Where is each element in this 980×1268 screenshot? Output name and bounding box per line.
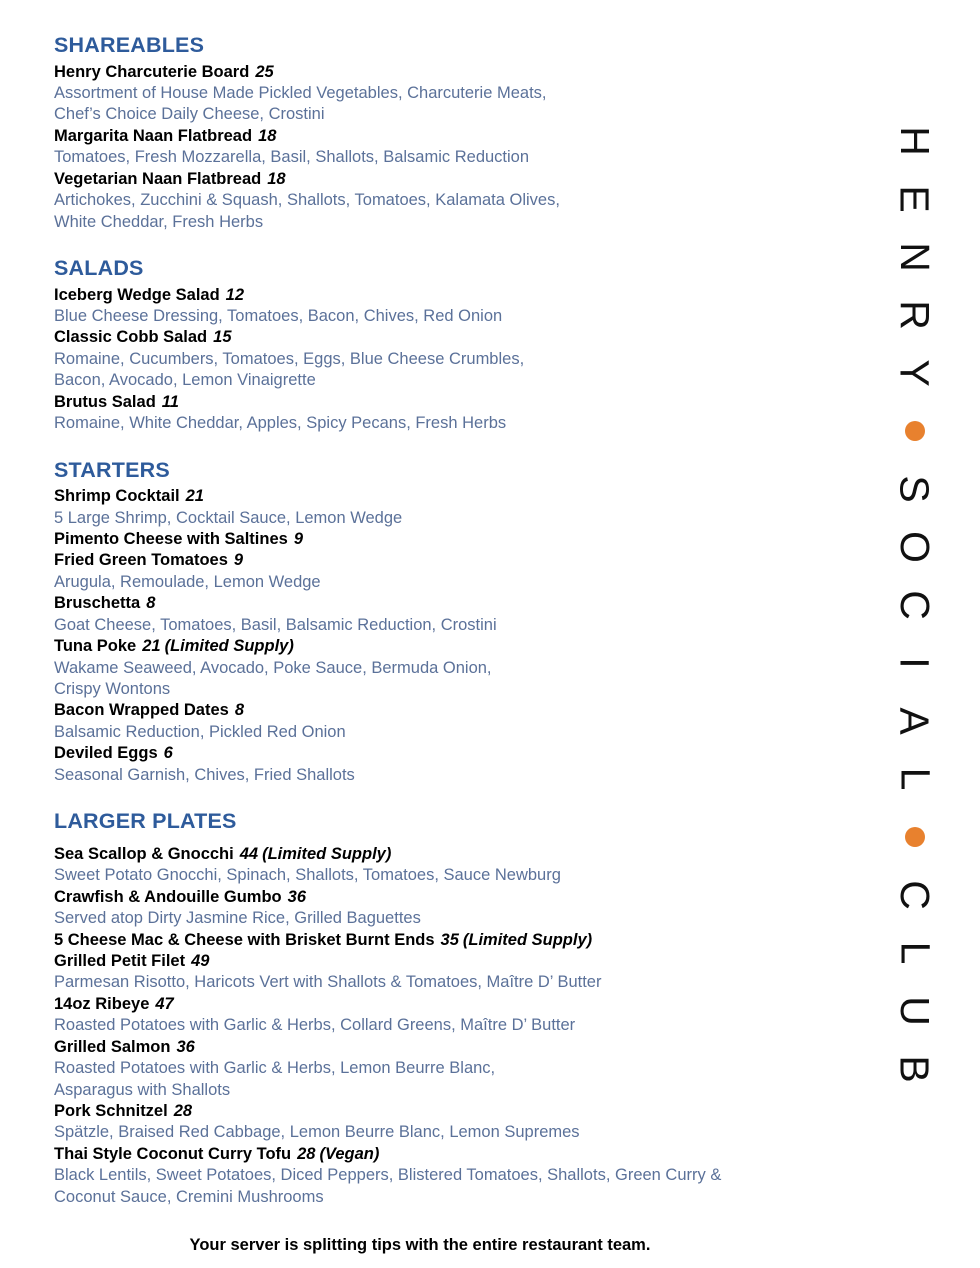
menu-item-price: 6 xyxy=(163,744,173,763)
menu-item-description: Chef’s Choice Daily Cheese, Crostini xyxy=(54,105,325,124)
menu-item-title-line xyxy=(54,1101,844,1122)
menu-item-title-line xyxy=(54,951,844,972)
menu-item-price: 8 xyxy=(234,701,245,720)
menu-item-description: Spätzle, Braised Red Cabbage, Lemon Beurre Blanc, Lemon Supremes xyxy=(54,1123,580,1142)
menu-item xyxy=(54,327,844,391)
menu-item-title-line xyxy=(54,700,844,721)
menu-item-name: 5 Cheese Mac & Cheese with Brisket Burnt Ends xyxy=(54,930,435,949)
menu-item-description: 5 Large Shrimp, Cocktail Sauce, Lemon Wedge xyxy=(54,508,403,527)
menu-item-price: 44 xyxy=(239,844,259,863)
menu-item xyxy=(54,593,844,636)
dot-shape xyxy=(905,421,925,441)
menu-item-title-line xyxy=(54,844,844,865)
brand-letter: N xyxy=(892,242,939,272)
brand-rail-henry-social-club xyxy=(872,112,958,1152)
menu-item-name: Sea Scallop & Gnocchi xyxy=(54,844,234,863)
menu-item xyxy=(54,126,844,169)
menu-item xyxy=(54,951,844,994)
menu-item-price: 9 xyxy=(233,551,244,570)
menu-item-availability-tag: (Limited Supply) xyxy=(462,930,593,949)
menu-item xyxy=(54,1101,844,1144)
menu-item-description: Tomatoes, Fresh Mozzarella, Basil, Shallots, Balsamic Reduction xyxy=(54,148,530,167)
menu-section xyxy=(54,32,844,233)
menu-item-description: Wakame Seaweed, Avocado, Poke Sauce, Bermuda Onion, xyxy=(54,658,492,677)
menu-item-name: Bruschetta xyxy=(54,594,141,613)
menu-item-title-line xyxy=(54,1144,844,1165)
menu-item-name: Vegetarian Naan Flatbread xyxy=(54,169,262,188)
menu-section xyxy=(54,457,844,787)
menu-item xyxy=(54,700,844,743)
dot-shape xyxy=(905,827,925,847)
menu-item-title-line xyxy=(54,392,844,413)
brand-separator-dot-icon xyxy=(905,402,925,460)
menu-item-name: Grilled Petit Filet xyxy=(54,951,186,970)
menu-item-description: Sweet Potato Gnocchi, Spinach, Shallots, Tomatoes, Sauce Newburg xyxy=(54,866,561,885)
brand-letter: Y xyxy=(892,359,939,387)
brand-letter: A xyxy=(892,707,939,735)
menu-item-description: Asparagus with Shallots xyxy=(54,1080,231,1099)
menu-item-price: 49 xyxy=(191,951,210,970)
menu-item-description: Romaine, White Cheddar, Apples, Spicy Pecans, Fresh Herbs xyxy=(54,414,507,433)
menu-item-availability-tag: (Limited Supply) xyxy=(262,844,392,863)
brand-separator-dot-icon xyxy=(905,808,925,866)
menu-item-description: Balsamic Reduction, Pickled Red Onion xyxy=(54,722,346,741)
menu-item-description: Artichokes, Zucchini & Squash, Shallots, Tomatoes, Kalamata Olives, xyxy=(54,191,560,210)
menu-item xyxy=(54,169,844,233)
menu-item-price: 47 xyxy=(155,994,174,1013)
menu-item xyxy=(54,844,844,887)
section-heading: SALADS xyxy=(54,256,144,281)
menu-item-description: White Cheddar, Fresh Herbs xyxy=(54,212,264,231)
menu-item xyxy=(54,285,844,328)
menu-item-name: Fried Green Tomatoes xyxy=(54,551,228,570)
menu-item-title-line xyxy=(54,327,844,348)
menu-item-name: Grilled Salmon xyxy=(54,1037,171,1056)
menu-item-price: 18 xyxy=(258,126,277,145)
menu-item-description: Served atop Dirty Jasmine Rice, Grilled Baguettes xyxy=(54,909,421,928)
menu-item xyxy=(54,550,844,593)
menu-item-title-line xyxy=(54,743,844,764)
menu-item-availability-tag: (Limited Supply) xyxy=(164,637,294,656)
menu-item xyxy=(54,62,844,126)
brand-letter: E xyxy=(892,185,939,213)
brand-letter: C xyxy=(892,590,939,620)
brand-letter: S xyxy=(892,475,939,503)
menu-item-description: Blue Cheese Dressing, Tomatoes, Bacon, Chives, Red Onion xyxy=(54,306,503,325)
menu-item-availability-tag: (Vegan) xyxy=(319,1144,380,1163)
menu-item-name: Henry Charcuterie Board xyxy=(54,62,250,81)
brand-letter: H xyxy=(892,126,939,156)
menu-item-title-line xyxy=(54,62,844,83)
menu-item-price: 21 xyxy=(142,637,161,656)
brand-letter: L xyxy=(892,767,939,791)
menu-sections xyxy=(54,32,844,1210)
menu-item-price: 8 xyxy=(146,594,156,613)
menu-item-name: Pork Schnitzel xyxy=(54,1102,168,1120)
menu-item-name: Iceberg Wedge Salad xyxy=(54,285,220,304)
menu-item-title-line xyxy=(54,285,844,306)
menu-item-description: Coconut Sauce, Cremini Mushrooms xyxy=(54,1187,324,1206)
menu-item-title-line xyxy=(54,169,844,190)
menu-item-title-line xyxy=(54,550,844,571)
menu-item-name: 14oz Ribeye xyxy=(54,994,150,1013)
menu-item-price: 9 xyxy=(293,529,303,548)
section-heading: SHAREABLES xyxy=(54,33,205,57)
menu-item xyxy=(54,994,844,1037)
menu-item-title-line xyxy=(54,930,844,951)
menu-item-price: 28 xyxy=(297,1144,316,1163)
brand-letter: C xyxy=(892,880,939,910)
menu-item xyxy=(54,1037,844,1101)
menu-item-price: 15 xyxy=(213,328,232,347)
menu-item-title-line xyxy=(54,126,844,147)
menu-item-description: Romaine, Cucumbers, Tomatoes, Eggs, Blue Cheese Crumbles, xyxy=(54,349,525,368)
menu-item xyxy=(54,930,844,951)
menu-item-description: Crispy Wontons xyxy=(54,680,171,699)
menu-item-name: Tuna Poke xyxy=(54,637,137,656)
menu-item-price: 36 xyxy=(176,1037,195,1056)
menu-item-price: 25 xyxy=(255,62,274,81)
brand-letter: R xyxy=(892,300,939,330)
menu-item-name: Crawfish & Andouille Gumbo xyxy=(54,887,282,906)
menu-item-name: Shrimp Cocktail xyxy=(54,487,180,506)
tip-policy-note: Your server is splitting tips with the entire restaurant team. xyxy=(189,1236,651,1254)
menu-item xyxy=(54,636,844,700)
menu-item xyxy=(54,529,844,550)
menu-item-name: Deviled Eggs xyxy=(54,744,158,763)
menu-item-description: Black Lentils, Sweet Potatoes, Diced Peppers, Blistered Tomatoes, Shallots, Green Curry & xyxy=(54,1166,722,1185)
brand-letter: U xyxy=(892,996,939,1026)
menu-item-description: Goat Cheese, Tomatoes, Basil, Balsamic Reduction, Crostini xyxy=(54,615,497,634)
menu-item xyxy=(54,486,844,529)
menu-item-name: Pimento Cheese with Saltines xyxy=(54,529,288,548)
menu-item xyxy=(54,743,844,786)
menu-item-price: 28 xyxy=(173,1102,193,1120)
menu-item-price: 11 xyxy=(161,392,179,411)
menu-item-description: Bacon, Avocado, Lemon Vinaigrette xyxy=(54,371,316,390)
menu-item-description: Arugula, Remoulade, Lemon Wedge xyxy=(54,572,321,591)
menu-item-price: 21 xyxy=(185,487,204,506)
menu-item-description: Roasted Potatoes with Garlic & Herbs, Collard Greens, Maître D’ Butter xyxy=(54,1016,576,1035)
menu-item-title-line xyxy=(54,994,844,1015)
menu-item-title-line xyxy=(54,529,844,550)
menu-item-title-line xyxy=(54,887,844,908)
menu-item xyxy=(54,392,844,435)
menu-item-description: Seasonal Garnish, Chives, Fried Shallots xyxy=(54,765,355,784)
menu-item-description: Roasted Potatoes with Garlic & Herbs, Lemon Beurre Blanc, xyxy=(54,1059,496,1078)
brand-letter: B xyxy=(892,1055,939,1083)
menu-item-price: 35 xyxy=(440,930,459,949)
menu-item-title-line xyxy=(54,486,844,507)
menu-section xyxy=(54,808,844,1208)
menu-item-name: Thai Style Coconut Curry Tofu xyxy=(54,1144,292,1163)
menu-item xyxy=(54,1144,844,1208)
menu-item-price: 12 xyxy=(225,285,245,304)
menu-section xyxy=(54,255,844,435)
brand-letter: I xyxy=(892,657,939,669)
section-heading: LARGER PLATES xyxy=(54,809,237,834)
menu-item xyxy=(54,887,844,930)
menu-item-title-line xyxy=(54,636,844,657)
menu-item-name: Margarita Naan Flatbread xyxy=(54,126,253,145)
menu-item-description: Assortment of House Made Pickled Vegetables, Charcuterie Meats, xyxy=(54,83,547,102)
menu-item-title-line xyxy=(54,1037,844,1058)
brand-letter: O xyxy=(892,531,939,563)
menu-item-name: Bacon Wrapped Dates xyxy=(54,701,229,720)
section-heading: STARTERS xyxy=(54,457,170,482)
menu-item-price: 18 xyxy=(267,169,286,188)
menu-item-title-line xyxy=(54,593,844,614)
menu-item-description: Parmesan Risotto, Haricots Vert with Shallots & Tomatoes, Maître D’ Butter xyxy=(54,973,602,992)
menu-item-name: Classic Cobb Salad xyxy=(54,328,208,347)
menu-item-price: 36 xyxy=(287,887,306,906)
brand-letter: L xyxy=(892,941,939,965)
menu-item-name: Brutus Salad xyxy=(54,392,156,411)
